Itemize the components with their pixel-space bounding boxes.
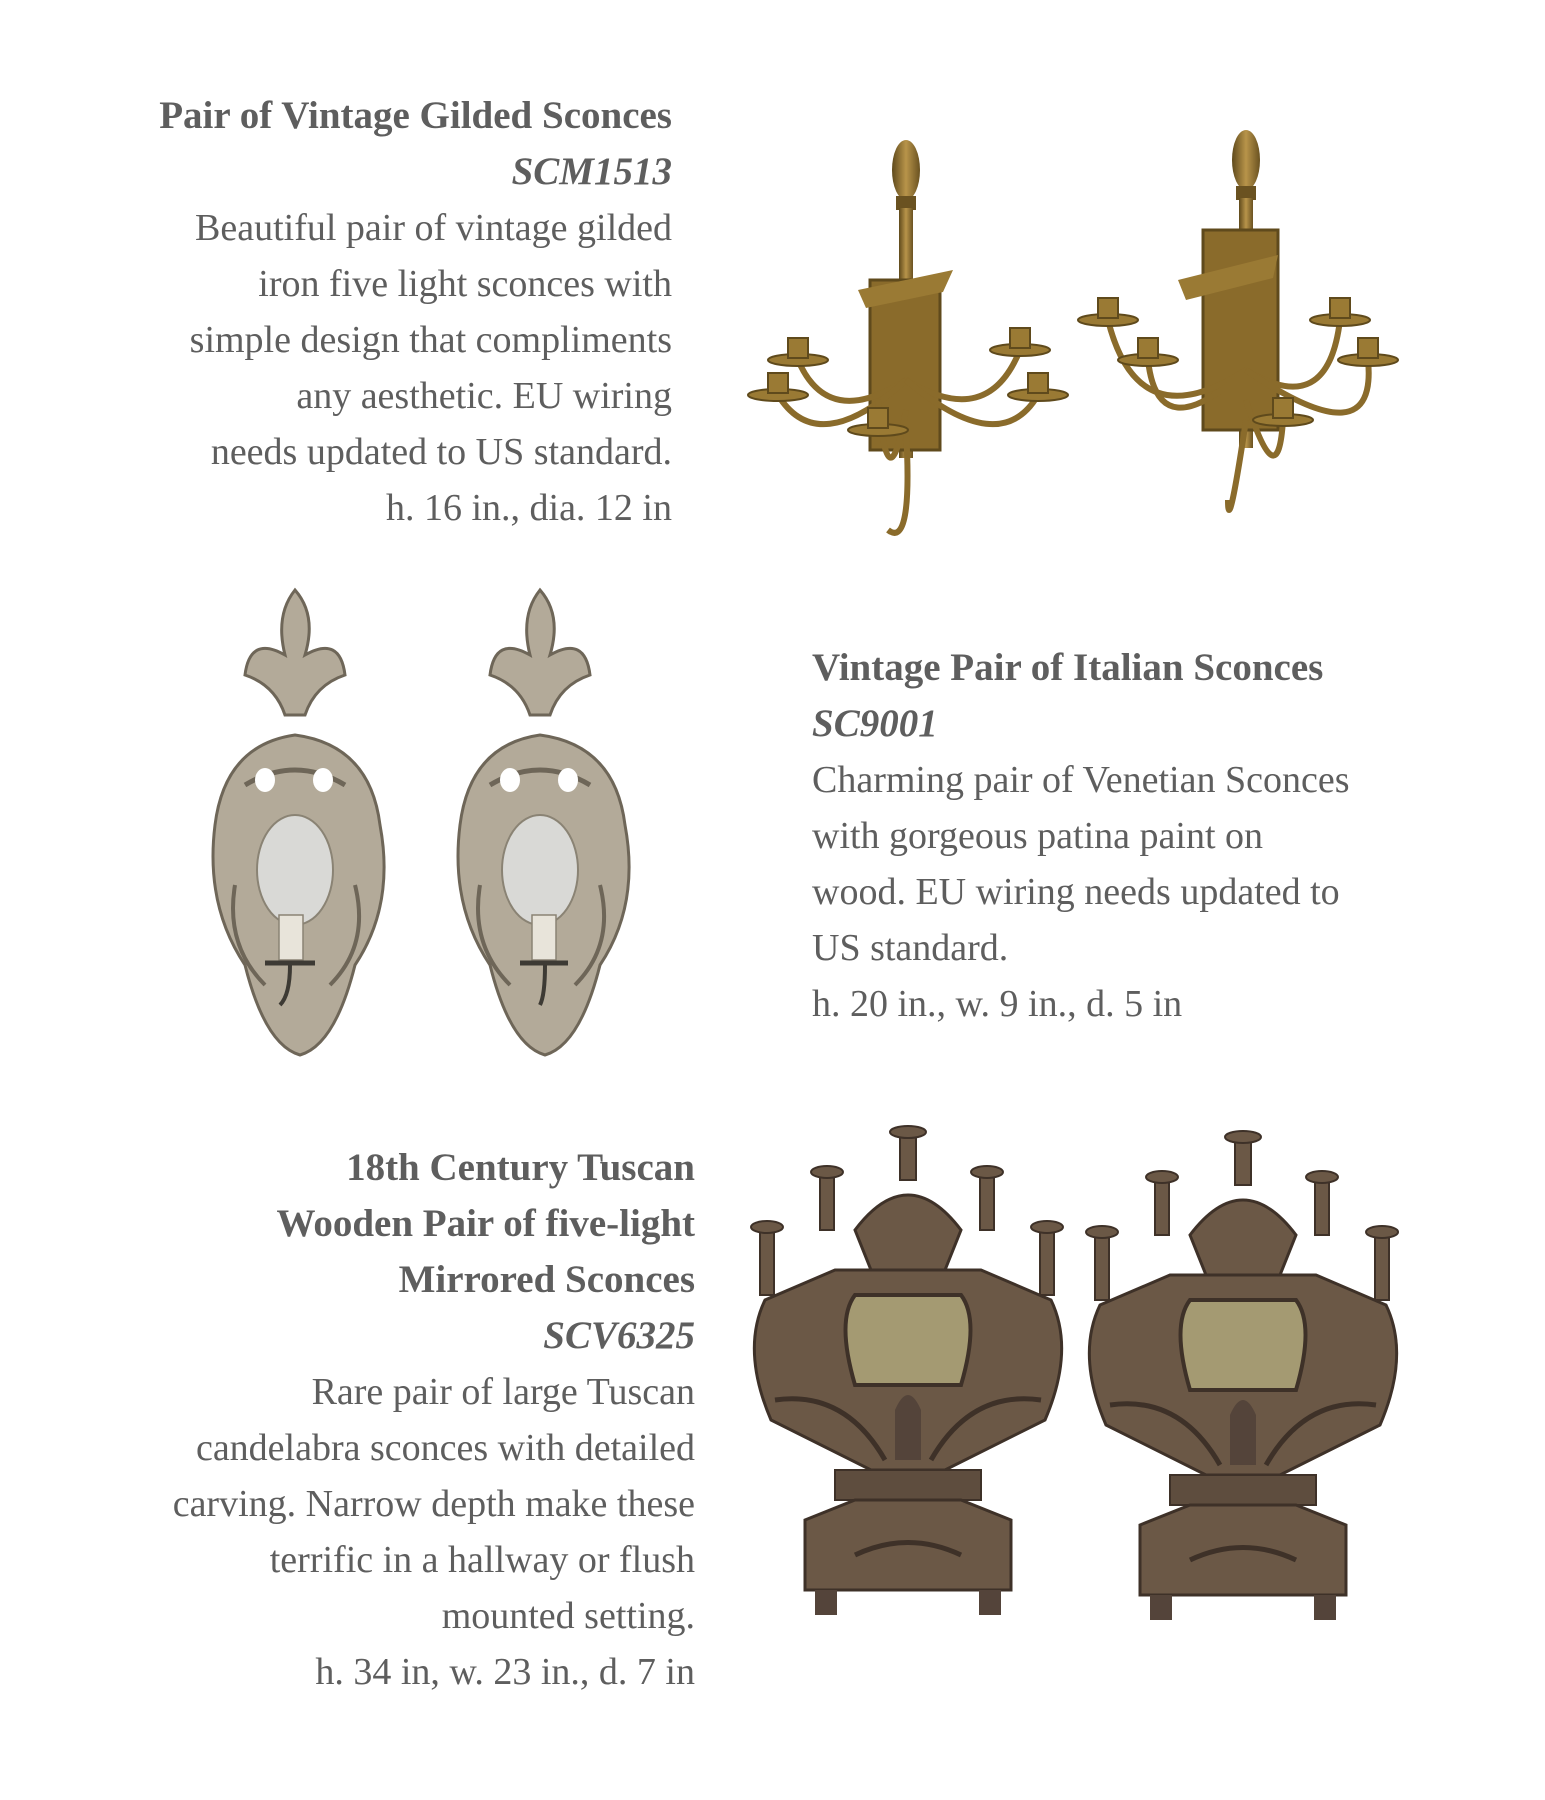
description-line: with gorgeous patina paint on: [812, 815, 1264, 857]
product-sku: SCM1513: [511, 150, 672, 193]
sconce: [751, 1126, 1063, 1615]
product-title: Pair of Vintage Gilded Sconces: [159, 94, 672, 137]
dimensions: h. 34 in, w. 23 in., d. 7 in: [315, 1651, 695, 1693]
venetian-sconces-illustration: [205, 585, 665, 1065]
tuscan-sconces-illustration: [745, 1120, 1425, 1640]
dimensions: h. 20 in., w. 9 in., d. 5 in: [812, 983, 1183, 1025]
sconce: [748, 140, 1068, 533]
dimensions: h. 16 in., dia. 12 in: [385, 487, 672, 529]
sconce: [1078, 130, 1398, 510]
description-line: terrific in a hallway or flush: [269, 1539, 695, 1581]
product-2-text: [812, 640, 1512, 1032]
sconce: [458, 590, 629, 1055]
sconce: [1086, 1131, 1398, 1620]
description-line: mounted setting.: [441, 1595, 695, 1637]
product-title: 18th Century Tuscan: [346, 1146, 695, 1189]
product-1-image: [738, 130, 1418, 540]
description-line: US standard.: [812, 927, 1009, 969]
description-line: Rare pair of large Tuscan: [311, 1371, 695, 1413]
product-title: Mirrored Sconces: [398, 1258, 695, 1301]
gilded-sconces-illustration: [738, 130, 1418, 540]
product-title: Wooden Pair of five-light: [276, 1202, 695, 1245]
product-2-image: [205, 585, 665, 1065]
description-line: wood. EU wiring needs updated to: [812, 871, 1340, 913]
product-1-text: [100, 88, 672, 536]
sconce: [213, 590, 384, 1055]
product-3-image: [745, 1120, 1425, 1640]
product-3-text: [100, 1140, 695, 1700]
description-line: carving. Narrow depth make these: [172, 1483, 695, 1525]
product-sku: SC9001: [812, 702, 938, 745]
product-title: Vintage Pair of Italian Sconces: [812, 646, 1324, 689]
description-line: simple design that compliments: [189, 319, 672, 361]
product-sku: SCV6325: [543, 1314, 695, 1357]
description-line: candelabra sconces with detailed: [195, 1427, 695, 1469]
description-line: needs updated to US standard.: [210, 431, 672, 473]
description-line: Beautiful pair of vintage gilded: [195, 207, 672, 249]
description-line: any aesthetic. EU wiring: [296, 375, 672, 417]
description-line: Charming pair of Venetian Sconces: [812, 759, 1350, 801]
description-line: iron five light sconces with: [258, 263, 672, 305]
